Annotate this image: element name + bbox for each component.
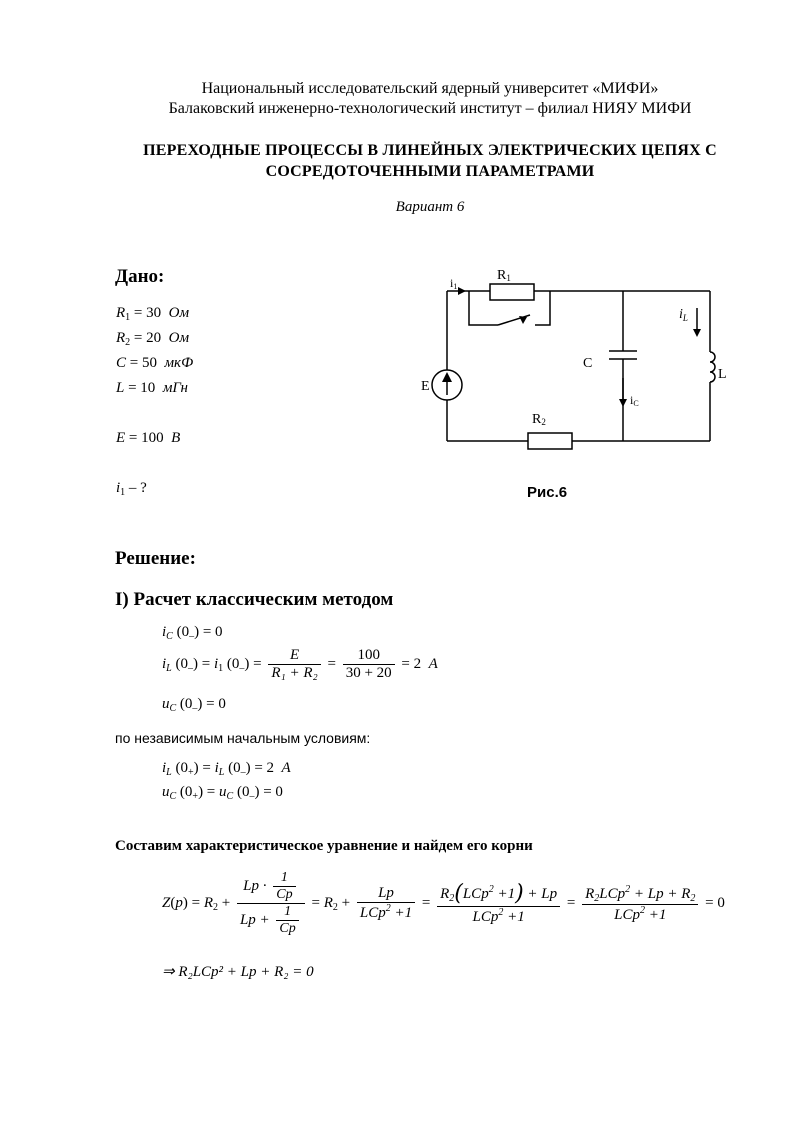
frac-numeric-num: 100 <box>357 647 380 663</box>
given-r1-unit: Ом <box>168 305 190 321</box>
given-e-value: = 100 <box>128 430 164 446</box>
frac-simplified: $\frac{Lp}{LCp^2 +1}$ <box>357 885 415 922</box>
frac-numeric <box>343 647 395 682</box>
i1-arrowhead <box>458 287 466 295</box>
given-l-unit: мГн <box>162 380 188 396</box>
institute-name: Балаковский инженерно-технологический институт – филиал НИЯУ МИФИ <box>168 100 692 117</box>
frac-parallel <box>237 870 305 937</box>
frac-expanded: $\frac{R_2LCp^2 + Lp + R_2}{LCp^2 +1}$ <box>582 884 698 924</box>
given-e: E = 100 В <box>116 430 181 446</box>
label-c: C <box>583 356 593 371</box>
circuit-diagram <box>420 262 750 512</box>
method-heading: I) Расчет классическим методом <box>115 589 394 610</box>
given-heading: Дано: <box>115 266 165 287</box>
label-il: $i_L$ <box>679 307 688 323</box>
given-r2: $R_2 = 20$ Ом <box>116 330 190 348</box>
given-c: C = 50 мкФ <box>116 355 194 371</box>
inductor-l <box>710 352 715 382</box>
label-r1: R1 <box>497 268 511 283</box>
given-r1-value: = 30 <box>133 305 162 321</box>
eq-il-zero-minus: $i_L$ $(0_-) = i_1$ $(0_-)$ = $\frac{E}{\text{R₁ + R₂}}$ = $\frac{100}{30 + 20}$ = 2 A <box>162 647 438 681</box>
resistor-r1 <box>490 284 534 300</box>
eq-il-zero-plus: $i_L$ $(0_+) = i_L$ $(0_-) = 2$ A <box>162 760 291 778</box>
eq-uc-zero-plus: $u_C$ $(0_+) = u_C$ $(0_-) = 0$ <box>162 784 283 802</box>
given-l: L = 10 мГн <box>116 380 188 396</box>
frac-numeric-den: 30 + 20 <box>343 664 395 682</box>
resistor-r2 <box>528 433 572 449</box>
given-l-value: = 10 <box>128 380 156 396</box>
label-r2: R2 <box>532 412 546 427</box>
frac-combined: $\frac{R_2(LCp^2 +1) + Lp}{LCp^2 +1}$ <box>437 881 560 926</box>
label-l: L <box>718 367 727 382</box>
ic-arrowhead <box>619 399 627 407</box>
eq-characteristic: ⇒ R₂LCp² + Lp + R₂ = 0 <box>162 964 314 980</box>
given-find-text: – ? <box>128 480 147 496</box>
eq-uc-zero-minus: $u_C$ $(0_-) = 0$ <box>162 696 226 714</box>
eq-il-plus-value: = 2 <box>254 760 275 776</box>
eq-uc-value: = 0 <box>206 696 226 712</box>
switch-wire-left <box>469 291 498 325</box>
frac-e-num: E <box>289 647 300 663</box>
eq-impedance: $Z(p) = R_2$ + Lp · $\frac{1}{Cp}$ Lp + $\frac{1}{Cp}$ = $R_2$ + $\frac{Lp}{LCp^2 +1}$ = $\frac{R_2(LCp^2 +1) + Lp}{LCp^2 +1}$ = $\frac{R_2LCp^2 + Lp + R_2}{LCp^2 +1}$ = 0 <box>162 870 725 936</box>
eq-ic-value: = 0 <box>202 624 223 640</box>
document-title-line1: ПЕРЕХОДНЫЕ ПРОЦЕССЫ В ЛИНЕЙНЫХ ЭЛЕКТРИЧЕСКИХ ЦЕПЯХ С <box>143 142 717 159</box>
independent-conditions-text: по независимым начальным условиям: <box>115 730 371 746</box>
document-title-line2: СОСРЕДОТОЧЕННЫМИ ПАРАМЕТРАМИ <box>265 163 595 180</box>
solution-heading: Решение: <box>115 548 196 569</box>
eq-il-unit: A <box>428 655 438 672</box>
university-name: Национальный исследовательский ядерный университет «МИФИ» <box>201 80 659 97</box>
label-e: E <box>421 379 430 394</box>
given-find: $i_1$ – ? <box>116 480 147 498</box>
frac-e-over-r <box>268 647 320 682</box>
eq-il-plus-unit: A <box>281 760 291 776</box>
variant-label: Вариант 6 <box>395 199 465 215</box>
eq-uc-plus-value: = 0 <box>263 784 283 800</box>
frac-parallel-den: Lp + $\frac{1}{Cp}$ <box>237 903 305 937</box>
characteristic-heading: Составим характеристическое уравнение и найдем его корни <box>115 838 533 854</box>
given-r2-unit: Ом <box>168 330 190 346</box>
label-ic: iC <box>630 393 639 408</box>
given-e-unit: В <box>171 430 181 446</box>
given-c-unit: мкФ <box>164 355 194 371</box>
source-arrowhead <box>442 372 452 382</box>
eq-ic-zero-minus: $i_C$ $(0_-) = 0$ <box>162 624 223 642</box>
figure-caption: Рис.6 <box>527 484 568 501</box>
switch-wire-right <box>535 291 550 325</box>
label-i1: i1 <box>450 276 458 291</box>
given-r1: $R_1 = 30$ Ом <box>116 305 190 323</box>
frac-e-den: R₁ + R₂ <box>268 664 320 682</box>
switch-arrowhead <box>519 316 527 324</box>
given-r2-value: = 20 <box>133 330 162 346</box>
given-c-value: = 50 <box>129 355 157 371</box>
eq-il-result: = 2 <box>401 655 422 672</box>
frac-parallel-num: Lp · $\frac{1}{Cp}$ <box>237 870 305 903</box>
il-arrowhead <box>693 329 701 337</box>
